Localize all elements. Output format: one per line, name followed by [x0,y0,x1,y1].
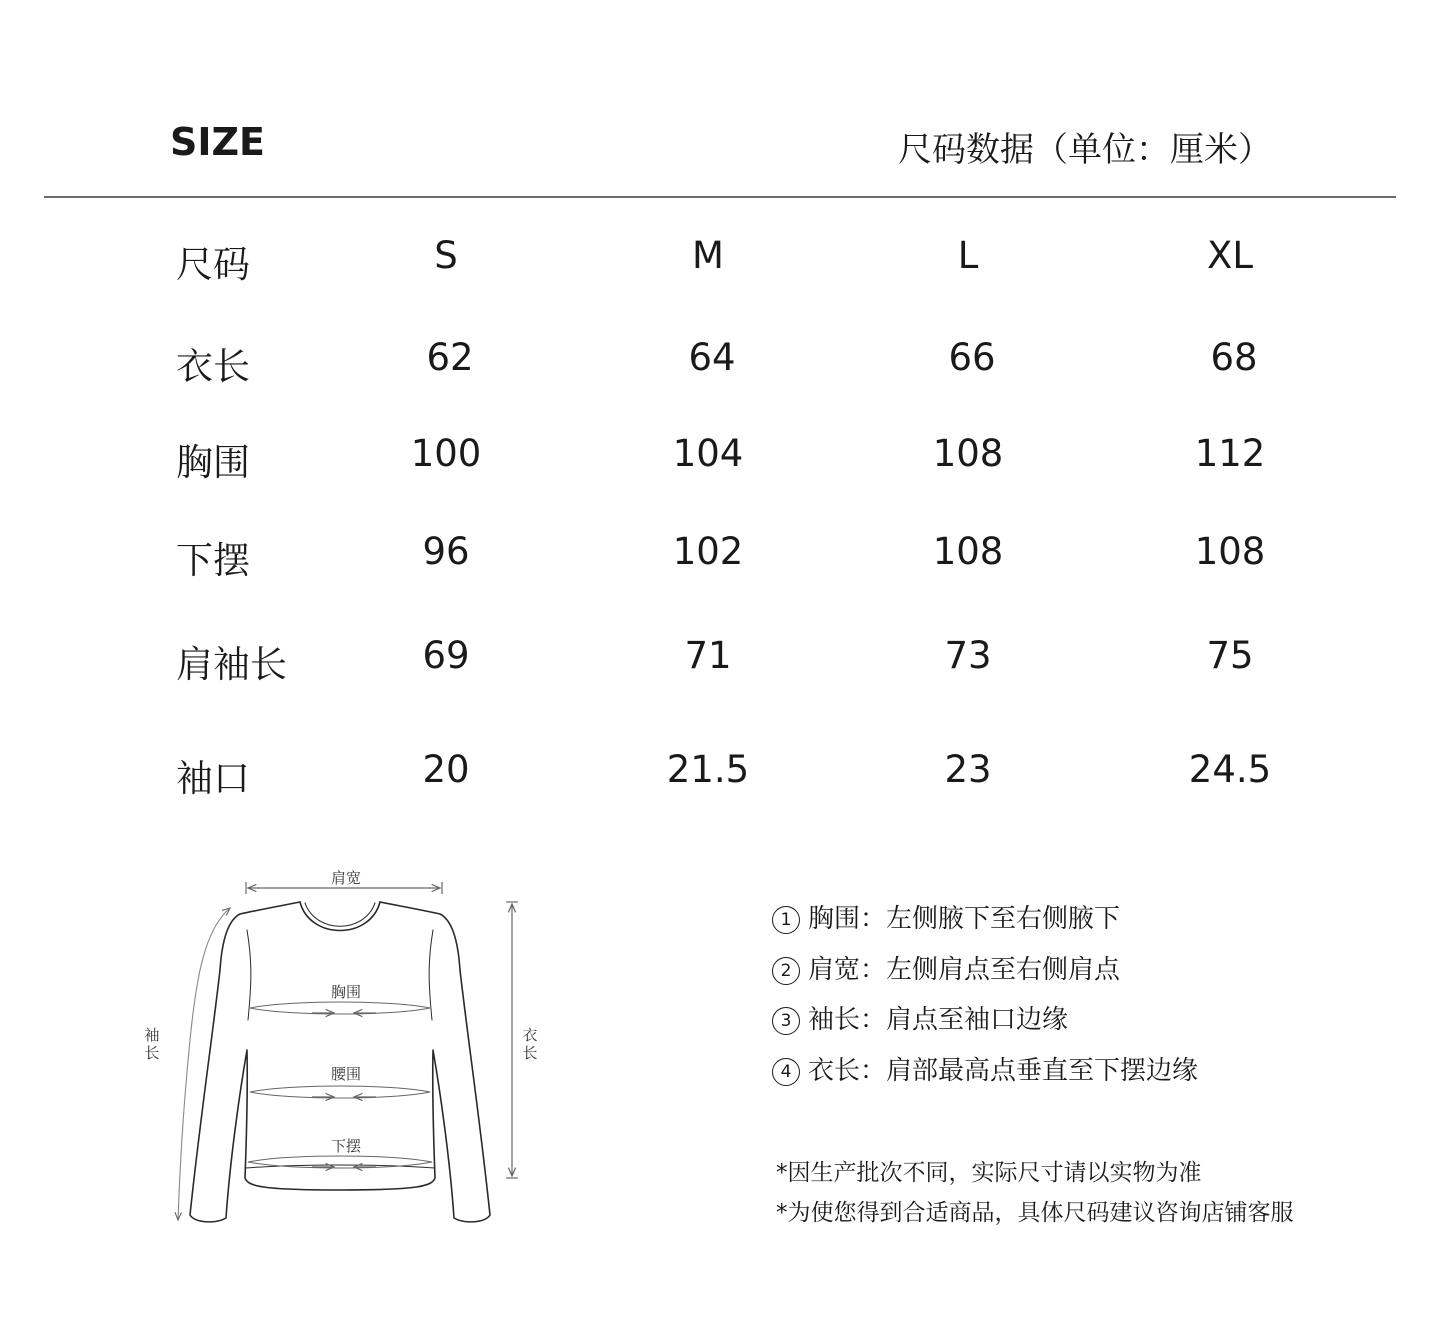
shoulder-width-label: 肩宽 [330,869,362,887]
header-divider [44,196,1396,198]
table-cell: 73 [944,634,992,677]
sweater-outline [190,902,490,1222]
table-cell: 108 [932,432,1004,475]
table-cell: 112 [1194,432,1266,475]
hem-label: 下摆 [330,1137,362,1155]
garment-diagram [140,860,540,1240]
table-cell: 20 [422,748,470,791]
table-cell: 96 [422,530,470,573]
note-item [772,1050,1198,1101]
chest-label: 胸围 [330,983,362,1001]
table-cell: 68 [1210,336,1258,379]
note-number: 2 [772,957,800,985]
waist-label: 腰围 [330,1065,362,1083]
note-text: 左侧腋下至右侧腋下 [886,904,1121,934]
note-number: 1 [772,906,800,934]
sleeve-length-label-2: 长 [144,1044,160,1062]
note-item [772,949,1198,1000]
table-cell: 108 [932,530,1004,573]
note-item [772,898,1198,949]
note-text: 肩点至袖口边缘 [886,1005,1069,1035]
sweater-illustration [140,860,540,1240]
table-cell: 102 [672,530,744,573]
note-text: 左侧肩点至右侧肩点 [886,954,1121,985]
table-cell: 69 [422,634,470,677]
size-title: SIZE [170,120,266,164]
note-label: 袖长： [808,1005,887,1035]
body-length-label-2: 长 [522,1044,538,1062]
row-label: 下摆 [176,539,250,582]
note-label: 衣长： [808,1055,887,1086]
table-cell: 66 [948,336,996,379]
table-cell: 100 [410,432,482,475]
table-cell: 64 [688,336,736,379]
note-item [772,999,1198,1050]
column-header-xl: XL [1207,234,1253,277]
unit-title: 尺码数据（单位：厘米） [898,130,1272,170]
body-length-label-1: 衣 [522,1026,538,1044]
table-cell: 75 [1206,634,1254,677]
note-number: 4 [772,1058,800,1086]
row-label: 胸围 [176,441,250,484]
disclaimers [776,1154,1294,1234]
note-text: 肩部最高点垂直至下摆边缘 [886,1055,1199,1086]
table-cell: 23 [944,748,992,791]
table-header-label: 尺码 [176,243,250,286]
column-header-m: M [692,234,724,277]
table-cell: 24.5 [1188,748,1272,791]
row-label: 衣长 [176,345,250,388]
note-label: 肩宽： [808,954,887,985]
table-cell: 71 [684,634,732,677]
column-header-l: L [957,234,979,277]
table-cell: 108 [1194,530,1266,573]
table-cell: 21.5 [666,748,750,791]
sleeve-length-label-1: 袖 [144,1026,160,1044]
note-number: 3 [772,1007,800,1035]
disclaimer-line: *因生产批次不同，实际尺寸请以实物为准 [776,1160,1202,1186]
column-header-s: S [434,234,458,277]
note-label: 胸围： [808,904,887,934]
row-label: 袖口 [176,757,250,800]
row-label: 肩袖长 [176,643,287,686]
measurement-notes [772,898,1198,1100]
table-cell: 62 [426,336,474,379]
disclaimer-line: *为使您得到合适商品，具体尺码建议咨询店铺客服 [776,1200,1294,1226]
table-cell: 104 [672,432,744,475]
